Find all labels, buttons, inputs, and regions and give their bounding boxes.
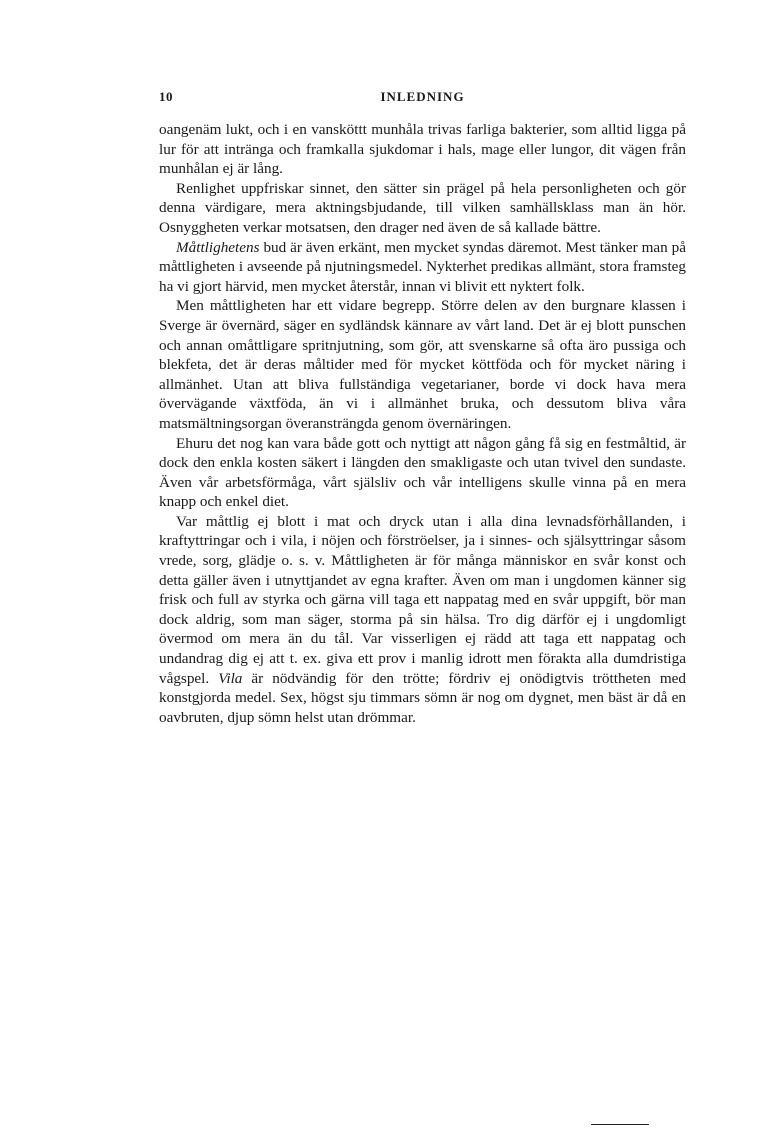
paragraph-3 (159, 238, 686, 297)
running-title: INLEDNING (380, 89, 465, 104)
paragraph-4-text: Men måttligheten har ett vidare begrepp. Större delen av den burgnare klassen i Sverge är övernärd, säger en sydländsk kännare av vårt land. Det är ej blott punschen och annan omåttligare spritnjutning, som gör, att svenskarne så ofta äro pussiga och blekfeta, det är deras måltider med för mycket köttföda och för mycket näring i allmänhet. Utan att bliva fullständiga vegetarianer, borde vi dock hava mera övervägande växtföda, än vi i allmänhet bruka, och dessutom bliva våra matsmältningsorgan överansträngda genom övernäringen. (159, 297, 686, 432)
paragraph-6 (159, 512, 686, 728)
paragraph-6-italic-lead: Vila (218, 669, 243, 687)
paragraph-1 (159, 120, 686, 179)
footer-rule (591, 1124, 649, 1125)
paragraph-5 (159, 434, 686, 512)
paragraph-6-text: Var måttlig ej blott i mat och dryck utan i alla dina levnadsförhållanden, i kraftyttringar och i vila, i nöjen och förströelser, ja i sinnes- och själsyttringar såsom vrede, sorg, glädje o. s. v. Måttligheten är för många människor en svår konst och detta gäller även i utnyttjandet av egna krafter. Även om man i ungdomen känner sig frisk och full av styrka och gärna vill taga ett nappatag med en svår uppgift, bör man dock aldrig, som man säger, storma på sin hälsa. Tro dig därför ej i ungdomligt övermod om mera än du tål. Var visserligen ej rädd att taga ett nappatag och undandrag dig ej att t. ex. giva ett prov i manlig idrott men förakta alla dumdristiga vågspel. (159, 512, 686, 687)
page-header (159, 89, 686, 109)
paragraph-2 (159, 179, 686, 238)
paragraph-2-text: Renlighet uppfriskar sinnet, den sätter sin prägel på hela personligheten och gör denna värdigare, mera aktningsbjudande, till vilken samhällsklass man än hör. Osnyggheten verkar motsatsen, den drager ned även de så kallade bättre. (159, 179, 686, 236)
paragraph-1-text: oangenäm lukt, och i en vansköttt munhåla trivas farliga bakterier, som alltid ligga på lur för att intränga och framkalla sjukdomar i hals, mage eller lungor, dit vägen från munhålan ej är lång. (159, 121, 686, 178)
paragraph-5-text: Ehuru det nog kan vara både gott och nyttigt att någon gång få sig en festmåltid, är dock den enkla kosten säkert i längden den smakligaste och utan tvivel den sundaste. Även vår arbetsförmåga, vårt själsliv och vår intelligens skulle vinna på en mera knapp och enkel diet. (159, 434, 686, 511)
paragraph-3-text: bud är även erkänt, men mycket syndas däremot. Mest tänker man på måttligheten i avseende på njutningsmedel. Nykterhet predikas allmänt, stora framsteg ha vi gjort härvid, men mycket återstår, innan vi blivit ett nyktert folk. (159, 238, 686, 295)
page-body (159, 120, 686, 727)
paragraph-3-italic-lead: Måttlighetens (176, 238, 260, 256)
page-number: 10 (159, 89, 173, 104)
paragraph-6-closing-text: är nödvändig för den trötte; fördriv ej onödigtvis tröttheten med konstgjorda medel. Sex, högst sju timmars sömn är nog om dygnet, men bäst är då en oavbruten, djup sömn helst utan drömmar. (159, 669, 686, 726)
paragraph-4 (159, 296, 686, 433)
